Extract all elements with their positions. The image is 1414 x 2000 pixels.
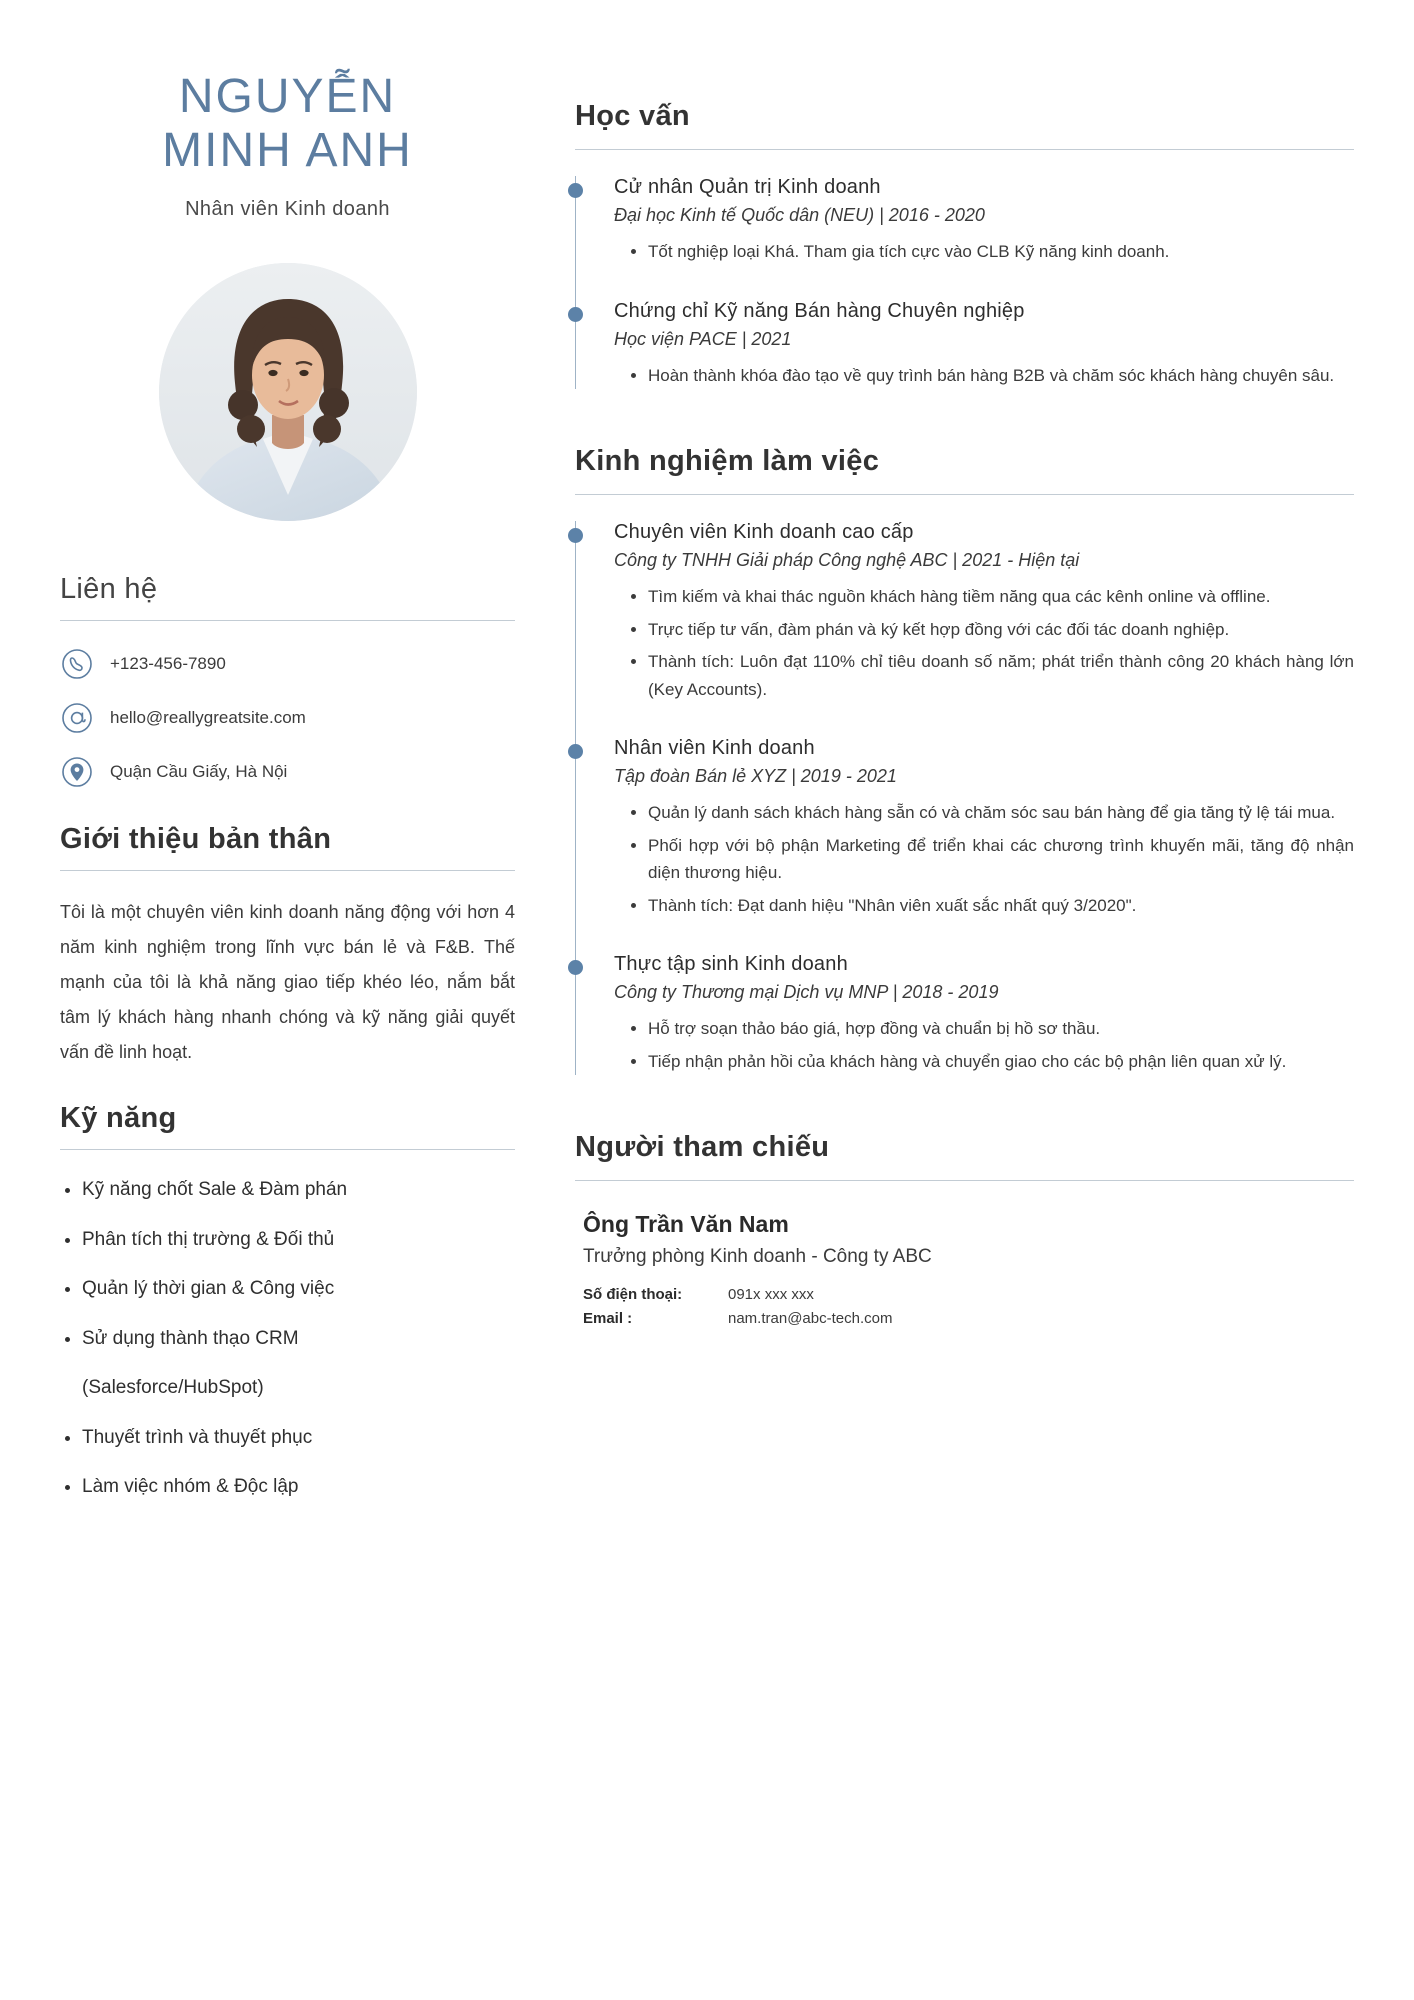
about-heading: Giới thiệu bản thân xyxy=(60,822,332,855)
job-title: Nhân viên Kinh doanh xyxy=(185,197,390,220)
reference-email-label: Email : xyxy=(583,1310,633,1328)
timeline-dot-icon xyxy=(568,528,583,543)
list-item: • Tìm kiếm và khai thác nguồn khách hàng tiềm năng qua các kênh online và offline. xyxy=(648,583,1354,611)
contact-list xyxy=(60,647,515,789)
list-item xyxy=(82,1325,515,1402)
phone-icon xyxy=(60,647,94,681)
list-item: • Thành tích: Luôn đạt 110% chỉ tiêu doanh số năm; phát triển thành công 20 khách hàng lớn (Key Accounts). xyxy=(648,648,1354,703)
list-item: • Trực tiếp tư vấn, đàm phán và ký kết hợp đồng với các đối tác doanh nghiệp. xyxy=(648,616,1354,644)
contact-section-header xyxy=(60,573,515,621)
education-entry xyxy=(614,300,1354,390)
reference-heading: Người tham chiếu xyxy=(575,1131,830,1164)
experience-timeline xyxy=(575,521,1354,1075)
education-bullets xyxy=(614,362,1354,390)
experience-bullets xyxy=(614,799,1354,919)
skills-list xyxy=(60,1176,515,1501)
profile-photo xyxy=(159,263,417,521)
timeline-dot-icon xyxy=(568,960,583,975)
experience-entry xyxy=(614,737,1354,919)
right-column xyxy=(535,40,1354,2000)
education-title: Cử nhân Quản trị Kinh doanh xyxy=(614,176,881,198)
education-entry xyxy=(614,176,1354,266)
experience-company: Công ty TNHH Giải pháp Công nghệ ABC | 2021 - Hiện tại xyxy=(614,550,1080,571)
reference-role: Trưởng phòng Kinh doanh - Công ty ABC xyxy=(583,1246,932,1268)
experience-bullets xyxy=(614,583,1354,703)
timeline-dot-icon xyxy=(568,307,583,322)
list-item: • Phân tích thị trường & Đối thủ xyxy=(82,1226,515,1254)
experience-title: Chuyên viên Kinh doanh cao cấp xyxy=(614,521,914,544)
contact-heading: Liên hệ xyxy=(60,572,158,605)
list-item: • Thuyết trình và thuyết phục xyxy=(82,1424,515,1452)
about-section-header xyxy=(60,823,515,871)
name-line-1: NGUYỄN xyxy=(178,70,397,123)
list-item: • Hoàn thành khóa đào tạo về quy trình bán hàng B2B và chăm sóc khách hàng chuyên sâu. xyxy=(648,362,1354,390)
reference-phone-row xyxy=(583,1286,1354,1303)
skill-label-continued: (Salesforce/HubSpot) xyxy=(82,1377,264,1399)
reference-name: Ông Trần Văn Nam xyxy=(583,1211,789,1238)
skills-heading: Kỹ năng xyxy=(60,1101,177,1134)
reference-phone-value: 091x xxx xxx xyxy=(728,1286,814,1304)
list-item: • Tốt nghiệp loại Khá. Tham gia tích cực vào CLB Kỹ năng kinh doanh. xyxy=(648,238,1354,266)
divider xyxy=(60,620,515,621)
education-institution: Học viện PACE | 2021 xyxy=(614,328,792,349)
contact-phone-text: +123-456-7890 xyxy=(110,653,226,673)
list-item: • Quản lý thời gian & Công việc xyxy=(82,1275,515,1303)
experience-title: Nhân viên Kinh doanh xyxy=(614,737,815,760)
about-text: Tôi là một chuyên viên kinh doanh năng động với hơn 4 năm kinh nghiệm trong lĩnh vực bán lẻ và F&B. Thế mạnh của tôi là khả năng giao tiếp khéo léo, nắm bắt tâm lý khách hàng nhanh chóng và kỹ năng giải quyết vấn đề linh hoạt. xyxy=(60,901,515,1062)
list-item: • Quản lý danh sách khách hàng sẵn có và chăm sóc sau bán hàng để gia tăng tỷ lệ tái mua. xyxy=(648,799,1354,827)
divider xyxy=(60,870,515,871)
list-item: • Thành tích: Đạt danh hiệu "Nhân viên xuất sắc nhất quý 3/2020". xyxy=(648,892,1354,920)
education-institution: Đại học Kinh tế Quốc dân (NEU) | 2016 - 2020 xyxy=(614,205,985,225)
email-icon xyxy=(60,701,94,735)
divider xyxy=(60,1149,515,1150)
contact-location-text: Quận Cầu Giấy, Hà Nội xyxy=(110,761,288,781)
list-item: • Kỹ năng chốt Sale & Đàm phán xyxy=(82,1176,515,1204)
divider xyxy=(575,494,1354,495)
education-heading: Học vấn xyxy=(575,100,690,132)
education-title: Chứng chỉ Kỹ năng Bán hàng Chuyên nghiệp xyxy=(614,299,1025,322)
experience-heading: Kinh nghiệm làm việc xyxy=(575,445,880,478)
reference-section-header xyxy=(575,1131,1354,1181)
timeline-dot-icon xyxy=(568,744,583,759)
divider xyxy=(575,1180,1354,1181)
experience-company: Tập đoàn Bán lẻ XYZ | 2019 - 2021 xyxy=(614,766,897,787)
skill-label: Sử dụng thành thạo CRM xyxy=(82,1327,299,1349)
candidate-name xyxy=(60,70,515,178)
left-column xyxy=(60,40,535,2000)
list-item: • Phối hợp với bộ phận Marketing để triển khai các chương trình khuyến mãi, tăng độ nhận diện thương hiệu. xyxy=(648,832,1354,887)
education-timeline xyxy=(575,176,1354,389)
reference-email-row xyxy=(583,1310,1354,1327)
contact-email-text: hello@reallygreatsite.com xyxy=(110,707,306,727)
reference-contact-table xyxy=(583,1286,1354,1327)
profile-photo-illustration xyxy=(159,263,417,521)
list-item: • Hỗ trợ soạn thảo báo giá, hợp đồng và chuẩn bị hồ sơ thầu. xyxy=(648,1015,1354,1043)
education-bullets xyxy=(614,238,1354,266)
list-item: • Tiếp nhận phản hồi của khách hàng và chuyển giao cho các bộ phận liên quan xử lý. xyxy=(648,1048,1354,1076)
education-section-header xyxy=(575,100,1354,150)
list-item: • Làm việc nhóm & Độc lập xyxy=(82,1473,515,1501)
reference-email-value: nam.tran@abc-tech.com xyxy=(728,1310,893,1328)
contact-row-email xyxy=(60,701,515,735)
experience-entry xyxy=(614,521,1354,703)
experience-section-header xyxy=(575,445,1354,495)
contact-row-phone xyxy=(60,647,515,681)
skills-section-header xyxy=(60,1102,515,1150)
name-block xyxy=(60,70,515,221)
name-line-2: MINH ANH xyxy=(162,123,413,177)
experience-title: Thực tập sinh Kinh doanh xyxy=(614,953,848,976)
contact-row-location xyxy=(60,755,515,789)
experience-company: Công ty Thương mại Dịch vụ MNP | 2018 - 2019 xyxy=(614,982,999,1003)
reference-phone-label: Số điện thoại: xyxy=(583,1286,683,1304)
timeline-dot-icon xyxy=(568,183,583,198)
location-icon xyxy=(60,755,94,789)
reference-block xyxy=(575,1211,1354,1327)
experience-bullets xyxy=(614,1015,1354,1075)
divider xyxy=(575,149,1354,150)
experience-entry xyxy=(614,953,1354,1075)
